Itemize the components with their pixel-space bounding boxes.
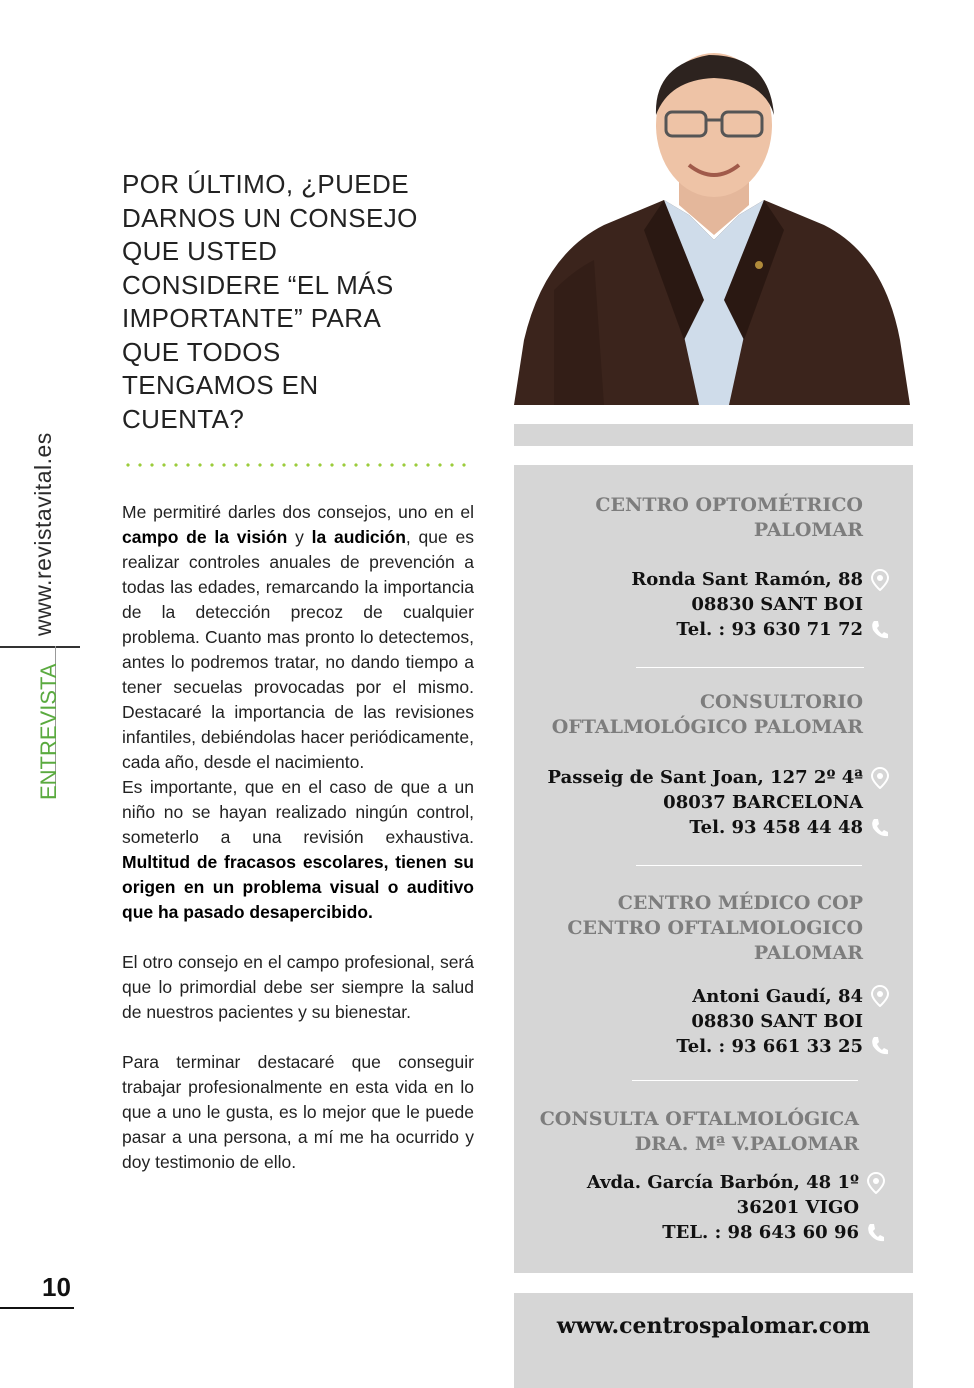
center-title: CENTRO MÉDICO COP CENTRO OFTALMOLOGICO PALOMAR (567, 892, 863, 964)
question-line: QUE USTED (122, 236, 278, 266)
center-divider (632, 1080, 858, 1081)
interview-question (122, 168, 492, 436)
location-pin-icon (871, 569, 889, 591)
page-number: 10 (42, 1272, 71, 1302)
answer-paragraph: El otro consejo en el campo profesional, será que lo primordial debe ser siempre la salud de nuestros pacientes y su bienestar. (122, 952, 474, 1022)
center-phone: Tel. 93 458 44 48 (689, 817, 863, 838)
center-city: 08830 SANT BOI (691, 1011, 863, 1032)
sidebar-divider (0, 646, 80, 648)
sidebar-website: www.revistavital.es (30, 432, 56, 636)
center-address-block (631, 567, 863, 642)
question-line: CUENTA? (122, 403, 245, 434)
sidebar-section-label: ENTREVISTA (36, 663, 61, 800)
center-city: 08037 BARCELONA (663, 792, 863, 813)
location-pin-icon (867, 1172, 885, 1194)
center-address: Ronda Sant Ramón, 88 (631, 569, 863, 590)
center-address: Avda. García Barbón, 48 1º (586, 1172, 859, 1193)
interview-answer (122, 500, 474, 1175)
center-phone: Tel. : 93 661 33 25 (676, 1036, 863, 1057)
center-divider (636, 865, 862, 866)
question-line: QUE TODOS (122, 336, 281, 367)
portrait-photo (514, 40, 910, 405)
center-title: CONSULTA OFTALMOLÓGICA DRA. Mª V.PALOMAR (539, 1108, 859, 1155)
phone-icon (871, 816, 889, 838)
answer-paragraph: Es importante, que en el caso de que a un niño no se hayan realizado ningún control, someterlo a una revisión exhaustiva. Multitud de fracasos escolares, tienen su origen en un problema visual o auditivo que ha pasado desapercibido. (122, 777, 474, 922)
center-address: Passeig de Sant Joan, 127 2º 4ª (547, 767, 863, 788)
center-address-block (676, 984, 863, 1059)
center-title: CENTRO OPTOMÉTRICO PALOMAR (595, 494, 863, 541)
center-title: CONSULTORIO OFTALMOLÓGICO PALOMAR (551, 691, 863, 738)
phone-icon (867, 1221, 885, 1243)
center-address-block (587, 1170, 859, 1245)
center-address-block (548, 765, 863, 840)
answer-paragraph: Para terminar destacaré que conseguir trabajar profesionalmente en esta vida en lo que a uno le gusta, es lo mejor que le puede pasar a una persona, a mí me ha ocurrido y doy testimonio de ello. (122, 1052, 474, 1172)
question-line: CONSIDERE “EL MÁS (122, 269, 394, 300)
center-divider (636, 667, 864, 668)
question-line: IMPORTANTE” PARA (122, 303, 382, 333)
page-number-rule (0, 1307, 74, 1309)
grey-separator-strip (514, 424, 913, 446)
website-box (514, 1293, 913, 1388)
center-phone: TEL. : 98 643 60 96 (662, 1222, 859, 1243)
answer-paragraph: Me permitiré darles dos consejos, uno en el campo de la visión y la audición, que es realizar controles anuales de prevención a todas las edades, remarcando la importancia de la detección precoz de cualquier problema. Cuanto mas pronto lo detectemos, antes lo podremos tratar, no dando tiempo a tener secuelas provocadas por el mismo. Destacaré la importancia de las revisiones infantiles, debiéndolas hacer periódicamente, cada año, desde el nacimiento. (122, 502, 474, 772)
location-pin-icon (871, 985, 889, 1007)
phone-icon (871, 618, 889, 640)
website-link[interactable]: www.centrospalomar.com (556, 1313, 871, 1339)
center-city: 36201 VIGO (736, 1197, 859, 1218)
question-line: DARNOS UN CONSEJO (122, 202, 418, 233)
center-address: Antoni Gaudí, 84 (692, 986, 863, 1007)
location-pin-icon (871, 767, 889, 789)
phone-icon (871, 1034, 889, 1056)
center-phone: Tel. : 93 630 71 72 (676, 619, 863, 640)
question-line: POR ÚLTIMO, ¿PUEDE (122, 169, 409, 199)
question-line: TENGAMOS EN (122, 370, 319, 400)
center-city: 08830 SANT BOI (691, 594, 863, 615)
dotted-separator (122, 462, 474, 468)
centers-panel (514, 465, 913, 1273)
